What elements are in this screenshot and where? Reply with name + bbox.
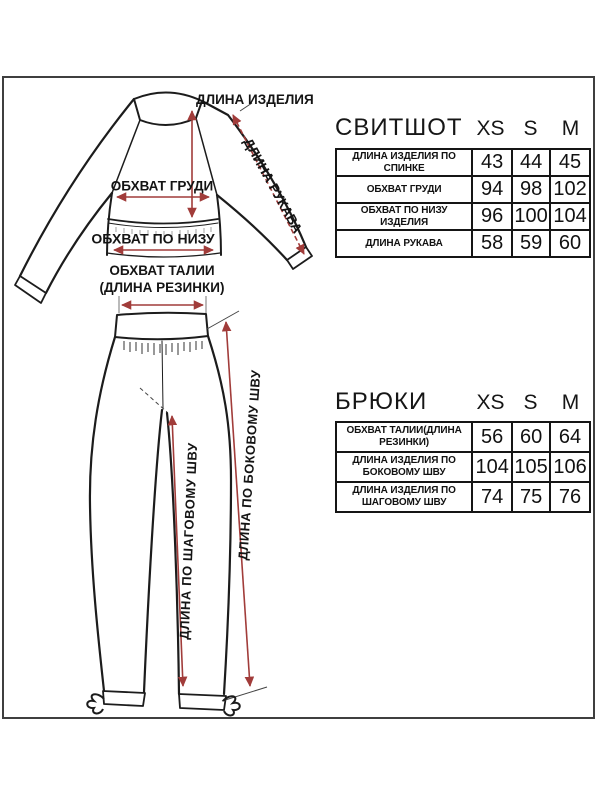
side-seam-label: ДЛИНА ПО БОКОВОМУ ШВУ xyxy=(235,369,264,561)
pants-title: БРЮКИ xyxy=(335,388,428,415)
cell-value: 43 xyxy=(472,149,512,176)
sweatshirt-table-header xyxy=(335,116,591,140)
size-header-s: S xyxy=(523,117,538,140)
sweatshirt-title: СВИТШОТ xyxy=(335,114,463,141)
row-label: ОБХВАТ ТАЛИИ(ДЛИНА РЕЗИНКИ) xyxy=(336,422,472,452)
table-row xyxy=(336,149,590,176)
table-row xyxy=(336,422,590,452)
size-header-m: M xyxy=(561,391,580,414)
pants-size-block xyxy=(335,390,591,513)
cell-value: 98 xyxy=(512,176,550,203)
cell-value: 105 xyxy=(512,452,550,482)
cell-value: 76 xyxy=(550,482,590,512)
cell-value: 104 xyxy=(472,452,512,482)
cell-value: 104 xyxy=(550,203,590,230)
cell-value: 59 xyxy=(512,230,550,257)
cell-value: 60 xyxy=(550,230,590,257)
cell-value: 45 xyxy=(550,149,590,176)
cell-value: 64 xyxy=(550,422,590,452)
row-label: ДЛИНА ИЗДЕЛИЯ ПО ШАГОВОМУ ШВУ xyxy=(336,482,472,512)
cell-value: 74 xyxy=(472,482,512,512)
pants-table xyxy=(335,421,591,513)
cell-value: 106 xyxy=(550,452,590,482)
row-label: ДЛИНА ИЗДЕЛИЯ ПО СПИНКЕ xyxy=(336,149,472,176)
cell-value: 60 xyxy=(512,422,550,452)
hem-label: ОБХВАТ ПО НИЗУ xyxy=(91,230,215,247)
left-drawstring-bow xyxy=(87,694,104,713)
cell-value: 75 xyxy=(512,482,550,512)
waist-label-line2: (ДЛИНА РЕЗИНКИ) xyxy=(99,280,225,295)
size-header-s: S xyxy=(523,391,538,414)
left-leg-cuff xyxy=(103,691,145,706)
right-drawstring-bow xyxy=(223,696,240,715)
sweatshirt-size-block xyxy=(335,116,591,258)
row-label: ОБХВАТ ГРУДИ xyxy=(336,176,472,203)
table-row xyxy=(336,230,590,257)
cell-value: 100 xyxy=(512,203,550,230)
waist-label-line1: ОБХВАТ ТАЛИИ xyxy=(109,263,215,278)
chest-label: ОБХВАТ ГРУДИ xyxy=(110,178,214,194)
size-header-xs: XS xyxy=(476,391,505,414)
pants-table-header xyxy=(335,390,591,414)
sleeve-label: ДЛИНА РУКАВА xyxy=(240,135,306,236)
left-cuff xyxy=(15,276,46,303)
row-label: ОБХВАТ ПО НИЗУ ИЗДЕЛИЯ xyxy=(336,203,472,230)
cell-value: 96 xyxy=(472,203,512,230)
cell-value: 58 xyxy=(472,230,512,257)
row-label: ДЛИНА РУКАВА xyxy=(336,230,472,257)
inseam-label: ДЛИНА ПО ШАГОВОМУ ШВУ xyxy=(176,442,201,640)
table-row xyxy=(336,176,590,203)
right-leg-cuff xyxy=(179,694,226,710)
waistband xyxy=(115,313,208,340)
cell-value: 56 xyxy=(472,422,512,452)
table-row xyxy=(336,203,590,230)
table-row xyxy=(336,482,590,512)
waist-label xyxy=(100,262,225,296)
table-row xyxy=(336,452,590,482)
cell-value: 94 xyxy=(472,176,512,203)
cell-value: 44 xyxy=(512,149,550,176)
cell-value: 102 xyxy=(550,176,590,203)
right-cuff xyxy=(287,247,312,269)
row-label: ДЛИНА ИЗДЕЛИЯ ПО БОКОВОМУ ШВУ xyxy=(336,452,472,482)
size-header-xs: XS xyxy=(476,117,505,140)
size-header-m: M xyxy=(561,117,580,140)
waist-gathers xyxy=(124,341,202,355)
length-label: ДЛИНА ИЗДЕЛИЯ xyxy=(196,92,314,107)
sweatshirt-table xyxy=(335,148,591,258)
